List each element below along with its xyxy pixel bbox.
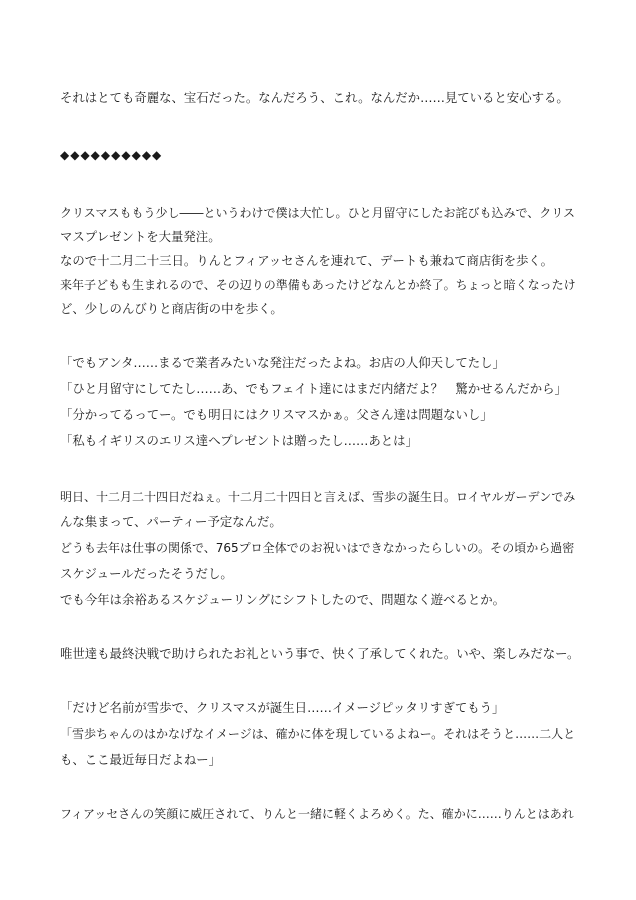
text-line: スケジュールだったそうだし。 [60, 566, 233, 581]
dialogue-line: 「だけど名前が雪歩で、クリスマスが誕生日……イメージピッタリすぎてもう」 [60, 700, 505, 715]
text-line: それはとても奇麗な、宝石だった。なんだろう、これ。なんだか……見ていると安心する。 [60, 90, 569, 105]
text-line: んな集まって、パーティー予定なんだ。 [60, 514, 282, 529]
scene-separator: ◆◆◆◆◆◆◆◆◆◆ [60, 148, 163, 162]
text-line: ど、少しのんびりと商店街の中を歩く。 [60, 301, 283, 316]
dialogue-line: 「雪歩ちゃんのはかなげなイメージは、確かに体を現しているよねー。それはそうと……二人と [60, 727, 576, 741]
text-line: なので十二月二十三日。りんとフィアッセさんを連れて、デートも兼ねて商店街を歩く。 [60, 253, 553, 268]
text-line: どうも去年は仕事の関係で、765プロ全体でのお祝いはできなかったらしいの。その頃から過密 [60, 541, 575, 555]
dialogue-line: 「ひと月留守にしてたし……あ、でもフェイト達にはまだ内緒だよ？ 驚かせるんだから」 [60, 381, 567, 396]
text-line: フィアッセさんの笑顔に威圧されて、りんと一緒に軽くよろめく。た、確かに……りんとはあれ [60, 807, 574, 821]
text-line: 唯世達も最終決戦で助けられたお礼という事で、快く了承してくれた。いや、楽しみだなー。 [60, 646, 580, 661]
text-line: 明日、十二月二十四日だねぇ。十二月二十四日と言えば、雪歩の誕生日。ロイヤルガーデンでみ [60, 490, 576, 504]
document-page [60, 0, 580, 900]
dialogue-line: 「私もイギリスのエリス達へプレゼントは贈ったし……あとは」 [60, 433, 418, 448]
dialogue-line: 「分かってるってー。でも明日にはクリスマスかぁ。父さん達は問題ないし」 [60, 407, 493, 422]
dialogue-line: も、ここ最近毎日だよねー」 [60, 752, 222, 767]
text-line: 来年子どもも生まれるので、その辺りの準備もあったけどなんとか終了。ちょっと暗くなったけ [60, 278, 576, 292]
dialogue-line: 「でもアンタ……まるで業者みたいな発注だったよね。お店の人仰天してたし」 [60, 355, 505, 370]
text-line: マスプレゼントを大量発注。 [60, 229, 221, 244]
text-line: クリスマスももう少し――というわけで僕は大忙し。ひと月留守にしたお詫びも込みで、クリス [60, 206, 576, 220]
text-line: でも今年は余裕あるスケジューリングにシフトしたので、問題なく遊べるとか。 [60, 592, 506, 607]
